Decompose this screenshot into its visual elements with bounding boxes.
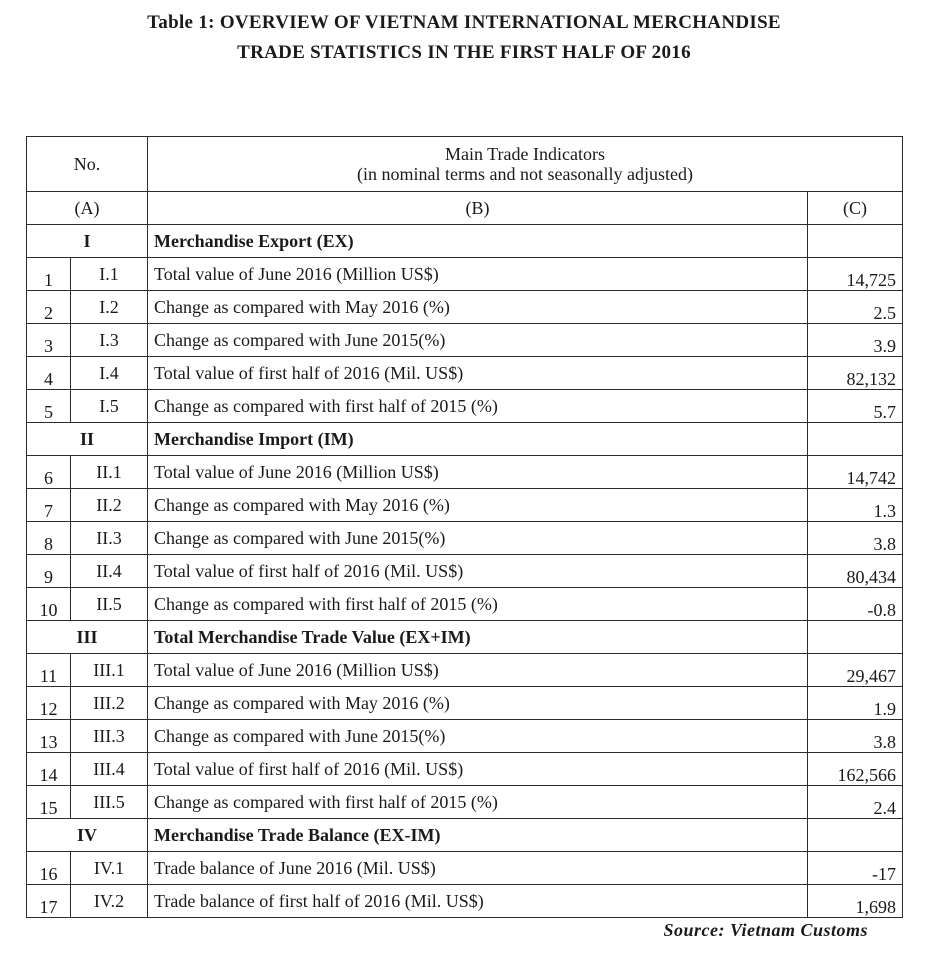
indicator-label: Trade balance of first half of 2016 (Mil. US$) <box>148 885 808 918</box>
indicator-code: III.2 <box>71 687 148 720</box>
indicator-label: Total value of first half of 2016 (Mil. US$) <box>148 555 808 588</box>
row-number: 17 <box>27 885 71 918</box>
indicator-value: -0.8 <box>808 588 903 621</box>
indicator-label: Change as compared with June 2015(%) <box>148 720 808 753</box>
indicator-code: III.3 <box>71 720 148 753</box>
column-label-b: (B) <box>148 192 808 225</box>
table-row <box>27 786 903 819</box>
indicator-value: 1.9 <box>808 687 903 720</box>
indicator-code: III.1 <box>71 654 148 687</box>
table-row <box>27 885 903 918</box>
section-title: Merchandise Import (IM) <box>148 423 808 456</box>
table-row <box>27 324 903 357</box>
header-main-indicators <box>148 137 903 192</box>
table-title-line-2: TRADE STATISTICS IN THE FIRST HALF OF 2016 <box>237 42 691 63</box>
section-code: III <box>27 621 148 654</box>
header-main-line-2: (in nominal terms and not seasonally adjusted) <box>357 164 693 184</box>
indicator-label: Change as compared with June 2015(%) <box>148 522 808 555</box>
indicator-label: Total value of June 2016 (Million US$) <box>148 258 808 291</box>
indicator-label: Total value of first half of 2016 (Mil. US$) <box>148 753 808 786</box>
indicator-code: III.4 <box>71 753 148 786</box>
indicator-value: 162,566 <box>808 753 903 786</box>
indicator-code: II.1 <box>71 456 148 489</box>
table-row <box>27 654 903 687</box>
indicator-value: 5.7 <box>808 390 903 423</box>
section-value-empty <box>808 621 903 654</box>
header-no: No. <box>27 137 148 192</box>
table-row <box>27 522 903 555</box>
indicator-value: 82,132 <box>808 357 903 390</box>
row-number: 6 <box>27 456 71 489</box>
table-row <box>27 456 903 489</box>
indicator-code: IV.1 <box>71 852 148 885</box>
header-main-line-1: Main Trade Indicators <box>445 144 605 164</box>
indicator-value: 1.3 <box>808 489 903 522</box>
indicator-value: 2.4 <box>808 786 903 819</box>
indicator-value: 3.9 <box>808 324 903 357</box>
indicator-code: II.4 <box>71 555 148 588</box>
indicator-code: IV.2 <box>71 885 148 918</box>
table-title-line-1: Table 1: OVERVIEW OF VIETNAM INTERNATIONAL MERCHANDISE <box>147 12 781 33</box>
table-title <box>0 8 928 68</box>
row-number: 4 <box>27 357 71 390</box>
indicator-label: Change as compared with first half of 2015 (%) <box>148 786 808 819</box>
table-row <box>27 489 903 522</box>
section-code: IV <box>27 819 148 852</box>
table-row <box>27 720 903 753</box>
section-value-empty <box>808 225 903 258</box>
column-label-a: (A) <box>27 192 148 225</box>
table-row <box>27 687 903 720</box>
indicator-label: Trade balance of June 2016 (Mil. US$) <box>148 852 808 885</box>
indicator-label: Change as compared with May 2016 (%) <box>148 687 808 720</box>
section-title: Merchandise Export (EX) <box>148 225 808 258</box>
table-body <box>27 137 903 918</box>
row-number: 1 <box>27 258 71 291</box>
table-row <box>27 291 903 324</box>
header-row <box>27 137 903 192</box>
section-header-row <box>27 423 903 456</box>
indicator-label: Total value of first half of 2016 (Mil. US$) <box>148 357 808 390</box>
indicator-value: 14,725 <box>808 258 903 291</box>
row-number: 7 <box>27 489 71 522</box>
indicator-label: Change as compared with first half of 2015 (%) <box>148 588 808 621</box>
row-number: 12 <box>27 687 71 720</box>
section-header-row <box>27 621 903 654</box>
table-row <box>27 555 903 588</box>
row-number: 3 <box>27 324 71 357</box>
indicator-code: II.3 <box>71 522 148 555</box>
section-title: Total Merchandise Trade Value (EX+IM) <box>148 621 808 654</box>
table-row <box>27 852 903 885</box>
indicator-code: I.4 <box>71 357 148 390</box>
indicator-code: I.5 <box>71 390 148 423</box>
indicator-label: Change as compared with June 2015(%) <box>148 324 808 357</box>
table-row <box>27 258 903 291</box>
row-number: 8 <box>27 522 71 555</box>
row-number: 16 <box>27 852 71 885</box>
row-number: 9 <box>27 555 71 588</box>
source-note: Source: Vietnam Customs <box>663 920 868 940</box>
indicator-value: 29,467 <box>808 654 903 687</box>
table-row <box>27 390 903 423</box>
indicator-code: I.2 <box>71 291 148 324</box>
section-title: Merchandise Trade Balance (EX-IM) <box>148 819 808 852</box>
section-header-row <box>27 819 903 852</box>
indicator-value: -17 <box>808 852 903 885</box>
indicator-value: 14,742 <box>808 456 903 489</box>
table-row <box>27 753 903 786</box>
indicator-value: 2.5 <box>808 291 903 324</box>
indicator-code: II.2 <box>71 489 148 522</box>
indicator-value: 3.8 <box>808 720 903 753</box>
indicator-label: Change as compared with May 2016 (%) <box>148 489 808 522</box>
indicator-label: Change as compared with May 2016 (%) <box>148 291 808 324</box>
indicator-code: III.5 <box>71 786 148 819</box>
indicator-code: I.1 <box>71 258 148 291</box>
indicator-code: II.5 <box>71 588 148 621</box>
row-number: 13 <box>27 720 71 753</box>
section-code: II <box>27 423 148 456</box>
section-header-row <box>27 225 903 258</box>
row-number: 10 <box>27 588 71 621</box>
table-row <box>27 588 903 621</box>
row-number: 14 <box>27 753 71 786</box>
section-value-empty <box>808 819 903 852</box>
indicator-label: Total value of June 2016 (Million US$) <box>148 654 808 687</box>
indicator-value: 3.8 <box>808 522 903 555</box>
column-label-c: (C) <box>808 192 903 225</box>
row-number: 11 <box>27 654 71 687</box>
row-number: 15 <box>27 786 71 819</box>
indicator-label: Change as compared with first half of 2015 (%) <box>148 390 808 423</box>
indicator-label: Total value of June 2016 (Million US$) <box>148 456 808 489</box>
column-letter-row <box>27 192 903 225</box>
trade-statistics-table <box>26 136 903 918</box>
row-number: 2 <box>27 291 71 324</box>
table-row <box>27 357 903 390</box>
section-value-empty <box>808 423 903 456</box>
indicator-value: 1,698 <box>808 885 903 918</box>
section-code: I <box>27 225 148 258</box>
indicator-code: I.3 <box>71 324 148 357</box>
row-number: 5 <box>27 390 71 423</box>
indicator-value: 80,434 <box>808 555 903 588</box>
